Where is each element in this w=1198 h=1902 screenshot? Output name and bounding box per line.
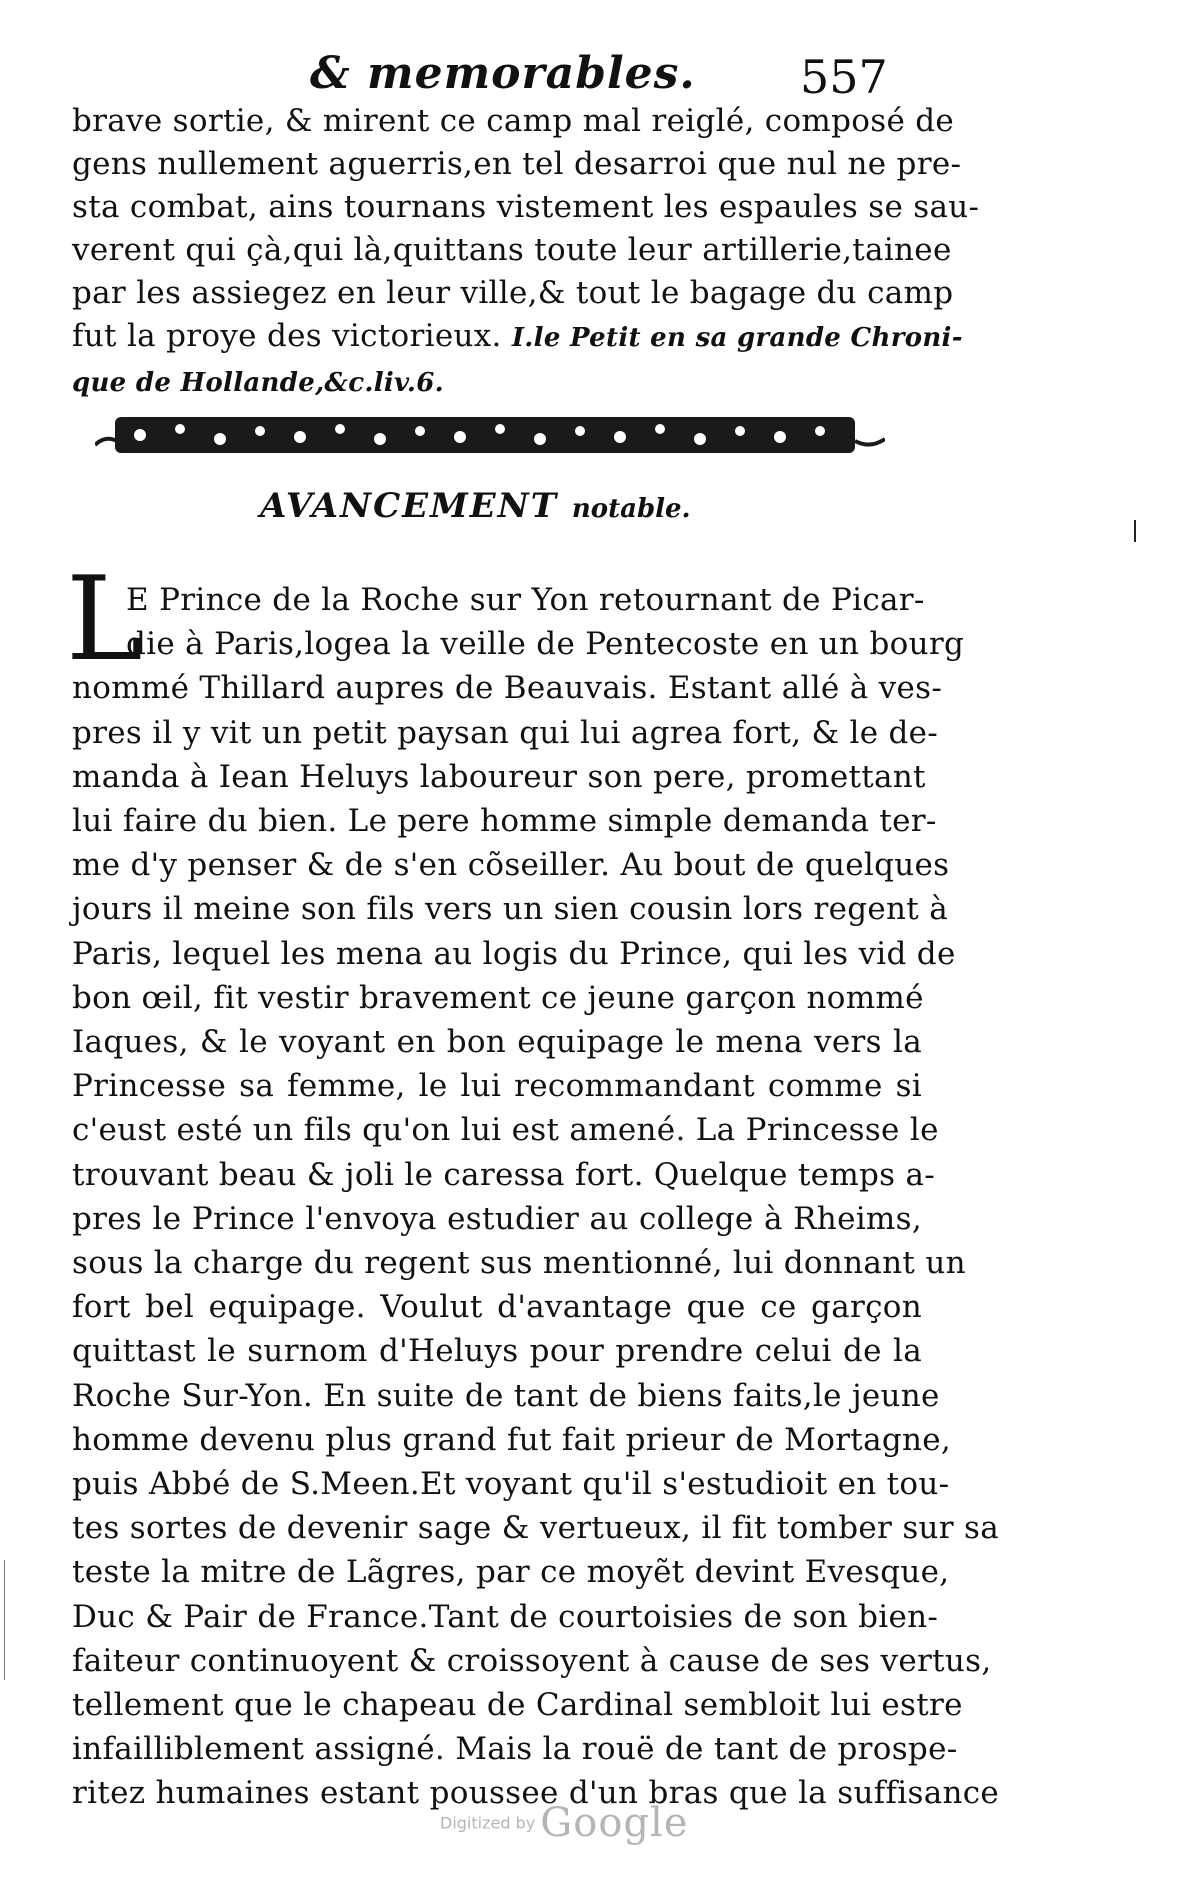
text-line: Iaques, & le voyant en bon equipage le mena vers la <box>72 1024 922 1061</box>
text-line: ritez humaines estant poussee d'un bras que la suffisance <box>72 1775 1000 1812</box>
text-line: fort bel equipage. Voulut d'avantage que ce garçon <box>72 1289 922 1326</box>
text-line: die à Paris,logea la veille de Pentecoste en un bourg <box>126 626 965 663</box>
text-line: gens nullement aguerris,en tel desarroi que nul ne pre- <box>72 146 962 182</box>
digitization-watermark <box>440 1800 688 1846</box>
text-line: manda à Iean Heluys laboureur son pere, promettant <box>72 758 926 795</box>
text-line: Roche Sur-Yon. En suite de tant de biens faits,le jeune <box>72 1377 940 1414</box>
text-line: lui faire du bien. Le pere homme simple demanda ter- <box>72 803 937 840</box>
text-line: pres il y vit un petit paysan qui lui agrea fort, & le de- <box>72 714 939 751</box>
text-line: verent qui çà,qui là,quittans toute leur artillerie,tainee <box>72 232 952 268</box>
text-line: puis Abbé de S.Meen.Et voyant qu'il s'estudioit en tou- <box>72 1466 950 1503</box>
text-line: tes sortes de devenir sage & vertueux, il fit tomber sur sa <box>72 1510 1000 1547</box>
text-line: bon œil, fit vestir bravement ce jeune garçon nommé <box>72 979 924 1016</box>
main-paragraph <box>72 578 1000 1816</box>
text-line: Princesse sa femme, le lui recommandant comme si <box>72 1068 922 1105</box>
section-heading-small: notable. <box>571 494 691 524</box>
source-reference-continued: que de Hollande,&c.liv.6. <box>72 368 444 398</box>
text-line: par les assiegez en leur ville,& tout le bagage du camp <box>72 275 954 311</box>
text-line: nommé Thillard aupres de Beauvais. Estant allé à ves- <box>72 670 943 707</box>
text-line: sta combat, ains tournans vistement les espaules se sau- <box>72 189 980 225</box>
text-line: brave sortie, & mirent ce camp mal reiglé, composé de <box>72 103 955 139</box>
page-edge-mark <box>1134 520 1136 542</box>
text-line: jours il meine son fils vers un sien cousin lors regent à <box>72 891 949 928</box>
page-edge-mark <box>4 1560 5 1680</box>
watermark-prefix: Digitized by <box>440 1813 536 1833</box>
text-line: faiteur continuoyent & croissoyent à cause de ses vertus, <box>72 1642 992 1679</box>
continued-paragraph <box>72 100 980 405</box>
text-line <box>72 315 963 360</box>
text-line: me d'y penser & de s'en cõseiller. Au bout de quelques <box>72 847 950 884</box>
page-number: 557 <box>800 50 888 104</box>
text-line: trouvant beau & joli le caressa fort. Quelque temps a- <box>72 1156 936 1193</box>
decorative-ornament-band <box>95 405 885 465</box>
text-line: Duc & Pair de France.Tant de courtoisies de son bien- <box>72 1598 939 1635</box>
text-line: homme devenu plus grand fut fait prieur de Mortagne, <box>72 1421 952 1458</box>
text-line: quittast le surnom d'Heluys pour prendre celui de la <box>72 1333 922 1370</box>
text-line: sous la charge du regent sus mentionné, lui donnant un <box>72 1245 966 1282</box>
drop-cap-initial: L <box>66 552 144 687</box>
source-reference: I.le Petit en sa grande Chroni- <box>511 323 963 353</box>
text-line: tellement que le chapeau de Cardinal sembloit lui estre <box>72 1687 963 1724</box>
text-line: infailliblement assigné. Mais la rouë de tant de prospe- <box>72 1731 958 1768</box>
running-head: & memorables. <box>310 48 696 99</box>
text-line: pres le Prince l'envoya estudier au college à Rheims, <box>72 1200 922 1237</box>
text-line: c'eust esté un fils qu'on lui est amené. La Princesse le <box>72 1112 939 1149</box>
section-heading-main: AVANCEMENT <box>260 486 559 526</box>
text-line-end: fut la proye des victorieux. <box>72 318 502 354</box>
section-heading <box>260 486 691 526</box>
text-line: Paris, lequel les mena au logis du Prince, qui les vid de <box>72 935 956 972</box>
google-logo: Google <box>540 1800 689 1846</box>
text-line <box>72 360 922 405</box>
text-line: E Prince de la Roche sur Yon retournant de Picar- <box>126 582 925 618</box>
text-line: teste la mitre de Lãgres, par ce moyẽt devint Evesque, <box>72 1554 950 1591</box>
